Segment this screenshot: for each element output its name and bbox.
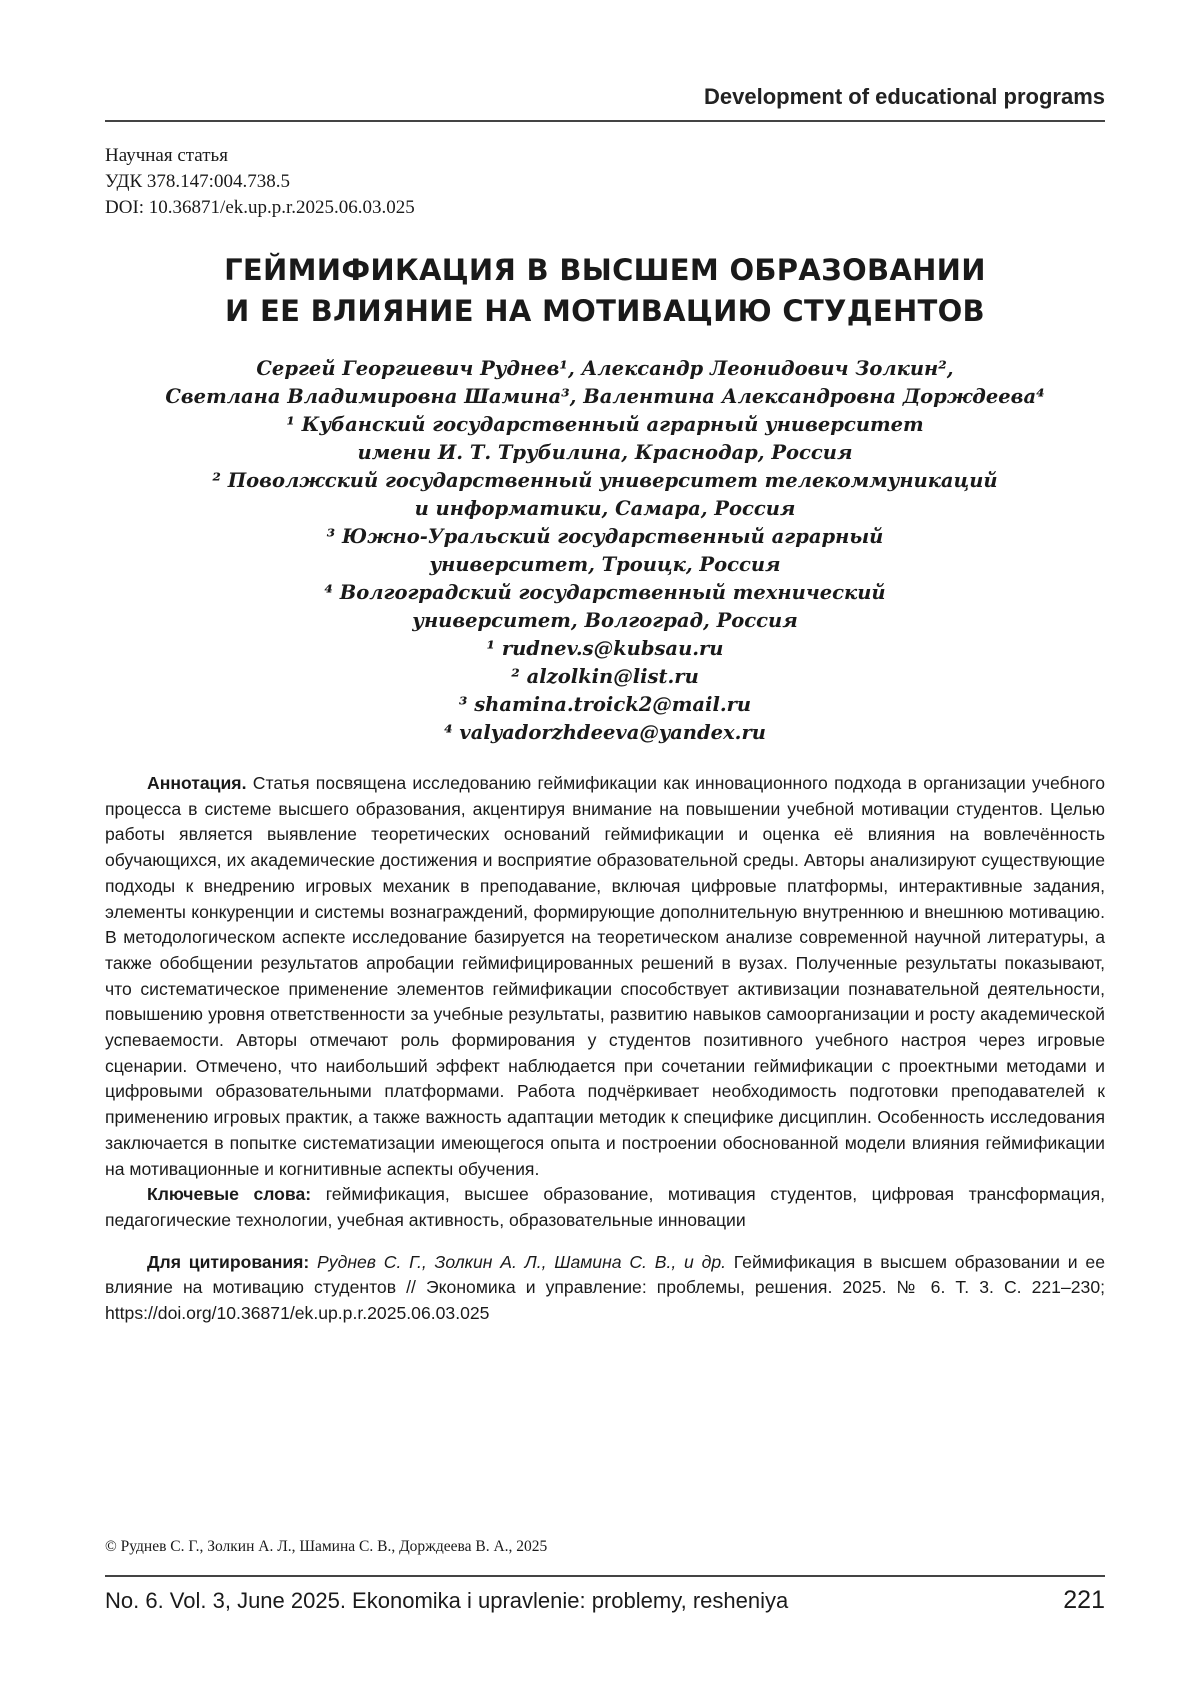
citation-text: Геймификация в высшем образовании и ее влияние на мотивацию студентов // Экономика и управление: проблемы, решения. 2025. № 6. Т. 3. С. 221–230; https://doi.org/10.36871/ek.up.p.r.2025.06.03.025 (105, 1251, 1105, 1324)
header-rule (105, 120, 1105, 122)
affiliation-line: университет, Волгоград, Россия (412, 609, 798, 632)
affiliation-line: ³ Южно-Уральский государственный аграрный (326, 525, 884, 548)
abstract-section (105, 771, 1105, 1327)
authors-block (105, 355, 1105, 747)
author-email: ³ shamina.troick2@mail.ru (458, 693, 752, 716)
citation-paragraph (105, 1250, 1105, 1327)
title-line-2: И ЕЕ ВЛИЯНИЕ НА МОТИВАЦИЮ СТУДЕНТОВ (225, 294, 985, 328)
abstract-paragraph (105, 771, 1105, 1182)
footer-rule (105, 1575, 1105, 1577)
citation-authors: Руднев С. Г., Золкин А. Л., Шамина С. В., и др. (309, 1251, 727, 1272)
keywords-text: геймификация, высшее образование, мотивация студентов, цифровая трансформация, педагогические технологии, учебная активность, образовательные инновации (105, 1184, 1105, 1230)
keywords-label: Ключевые слова: (147, 1184, 312, 1205)
affiliation-line: имени И. Т. Трубилина, Краснодар, Россия (357, 441, 853, 464)
title-line-1: ГЕЙМИФИКАЦИЯ В ВЫСШЕМ ОБРАЗОВАНИИ (224, 253, 986, 287)
udc-code: УДК 378.147:004.738.5 (105, 171, 290, 192)
abstract-label: Аннотация. (147, 773, 247, 793)
doi: DOI: 10.36871/ek.up.p.r.2025.06.03.025 (105, 197, 415, 218)
copyright-notice: © Руднев С. Г., Золкин А. Л., Шамина С. В., Дорждеева В. А., 2025 (105, 1538, 548, 1555)
affiliation-line: ⁴ Волгоградский государственный технический (324, 581, 886, 604)
affiliation-line: университет, Троицк, Россия (429, 553, 781, 576)
authors-line-1: Сергей Георгиевич Руднев¹, Александр Леонидович Золкин², (256, 357, 954, 380)
page-number: 221 (1063, 1586, 1105, 1614)
author-email: ² alzolkin@list.ru (511, 665, 699, 688)
keywords-paragraph (105, 1182, 1105, 1233)
author-email: ¹ rudnev.s@kubsau.ru (486, 637, 724, 660)
journal-footer: No. 6. Vol. 3, June 2025. Ekonomika i upravlenie: problemy, resheniya (105, 1588, 789, 1613)
author-email: ⁴ valyadorzhdeeva@yandex.ru (444, 721, 766, 744)
article-meta (105, 143, 415, 221)
authors-line-2: Светлана Владимировна Шамина³, Валентина Александровна Дорждеева⁴ (165, 385, 1045, 408)
article-type: Научная статья (105, 145, 228, 166)
affiliation-line: ¹ Кубанский государственный аграрный университет (286, 413, 924, 436)
citation-label: Для цитирования: (147, 1251, 310, 1272)
affiliation-line: и информатики, Самара, Россия (414, 497, 796, 520)
affiliation-line: ² Поволжский государственный университет телекоммуникаций (212, 469, 998, 492)
abstract-text: Статья посвящена исследованию геймификации как инновационного подхода в организации учебного процесса в системе высшего образования, акцентируя внимание на повышении учебной мотивации студентов. Целью работы является выявление теоретических оснований геймификации и оценка её влияния на вовлечённость обучающихся, их академические достижения и восприятие образовательной среды. Авторы анализируют существующие подходы к внедрению игровых механик в преподавание, включая цифровые платформы, интерактивные задания, элементы конкуренции и системы вознаграждений, формирующие дополнительную внутреннюю и внешнюю мотивацию. В методологическом аспекте исследование базируется на теоретическом анализе современной научной литературы, а также обобщении результатов апробации геймифицированных решений в вузах. Полученные результаты показывают, что систематическое применение элементов геймификации способствует активизации познавательной деятельности, повышению уровня ответственности за учебные результаты, развитию навыков самоорганизации и росту академической успеваемости. Авторы отмечают роль формирования у студентов позитивного учебного настроя через игровые сценарии. Отмечено, что наибольший эффект наблюдается при сочетании геймификации с проектными методами и цифровыми образовательными платформами. Работа подчёркивает необходимость подготовки преподавателей к применению игровых практик, а также важность адаптации методик к специфике дисциплин. Особенность исследования заключается в попытке систематизации имеющегося опыта и построении обоснованной модели влияния геймификации на мотивационные и когнитивные аспекты обучения. (105, 773, 1105, 1179)
article-title (105, 250, 1105, 332)
running-header: Development of educational programs (704, 84, 1105, 109)
